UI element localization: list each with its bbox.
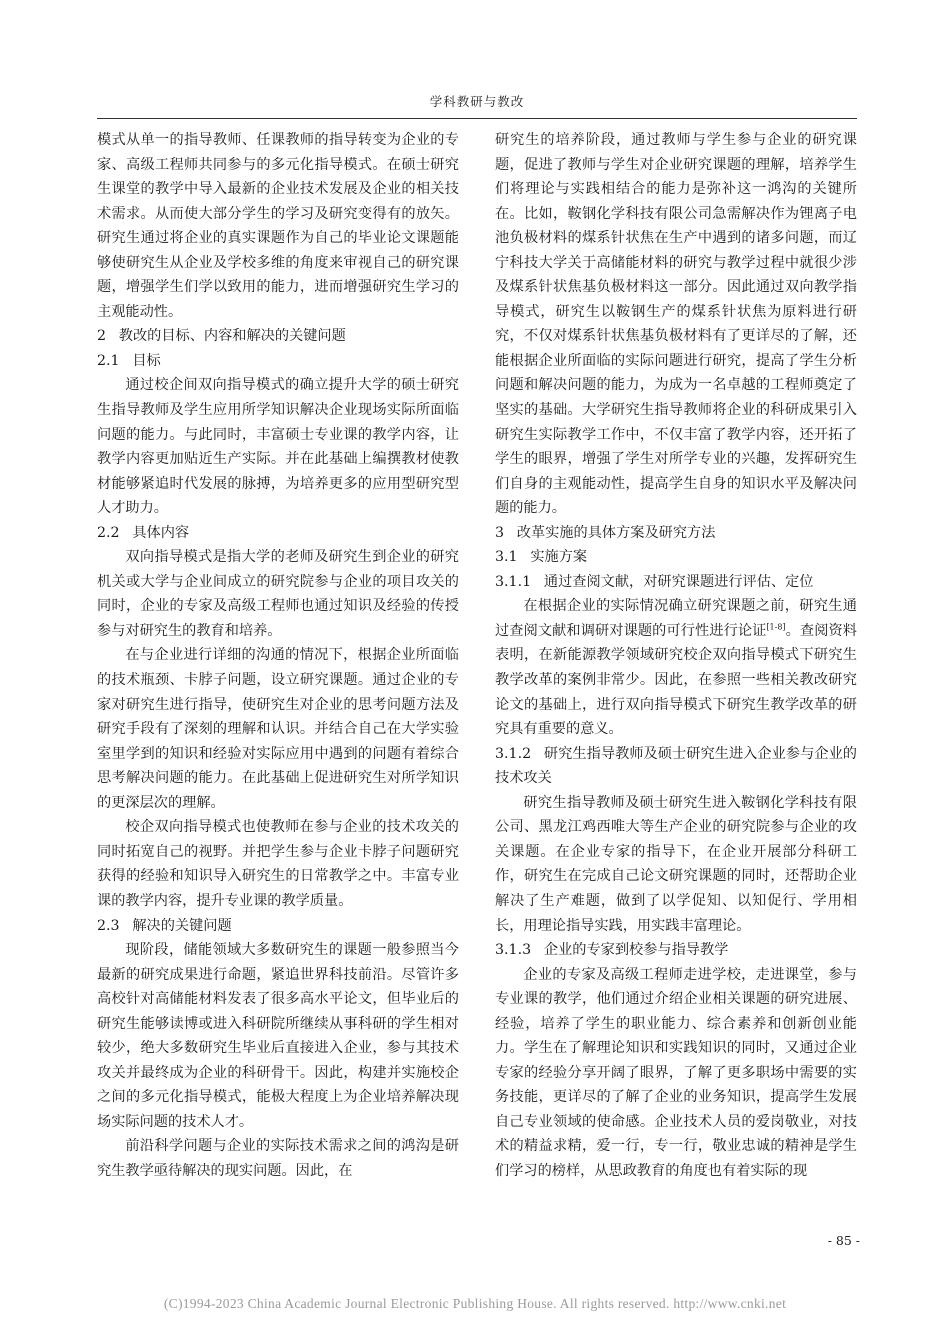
section-title: 目标 (132, 352, 161, 369)
copyright-footer: (C)1994-2023 China Academic Journal Electronic Publishing House. All rights reserved. http://www.cnki.net (163, 1296, 787, 1311)
section-number: 3 (495, 524, 505, 541)
running-header: 学科教研与教改 (429, 94, 525, 109)
left-paragraph-1: 模式从单一的指导教师、任课教师的指导转变为企业的专家、高级工程师共同参与的多元化指导模式。在硕士研究生课堂的教学中导入最新的企业技术发展及企业的相关技术需求。从而使大部分学生的学习及研究变得有的放矢。研究生通过将企业的真实课题作为自己的毕业论文课题能够使研究生从企业及学校多维的角度来审视自己的研究课题，增强学生们学以致用的能力，进而增强研究生学习的主观能动性。 (97, 132, 459, 320)
right-paragraph-2 (495, 594, 857, 741)
left-paragraph-3: 双向指导模式是指大学的老师及研究生到企业的研究机关或大学与企业间成立的研究院参与企业的项目攻关的同时，企业的专家及高级工程师也通过知识及经验的传授参与对研究生的教育和培养。 (97, 549, 459, 639)
section-3-1-2-heading (495, 742, 857, 791)
section-number: 2.3 (97, 917, 120, 934)
paragraph-text: 。查阅资料表明，在新能源教学领域研究校企双向指导模式下研究生教学改革的案例非常少。因此，在参照一些相关教改研究论文的基础上，进行双向指导模式下研究生教学改革的研究具有重要的意义。 (495, 622, 857, 738)
section-3-1-1-heading (495, 570, 857, 595)
page-number: - 85 - (827, 1233, 860, 1248)
section-title: 具体内容 (132, 524, 190, 541)
section-number: 2 (97, 328, 107, 345)
right-column (495, 128, 857, 1184)
left-paragraph-7: 前沿科学问题与企业的实际技术需求之间的鸿沟是研究生教学亟待解决的现实问题。因此，在 (97, 1138, 459, 1179)
left-paragraph-6: 现阶段，储能领域大多数研究生的课题一般参照当今最新的研究成果进行命题，紧追世界科技前沿。尽管许多高校针对高储能材料发表了很多高水平论文，但毕业后的研究生能够读博或进入科研院所继续从事科研的学生相对较少，绝大多数研究生毕业后直接进入企业，参与其技术攻关并最终成为企业的科研骨干。因此，构建并实施校企之间的多元化指导模式，能极大程度上为企业培养解决现场实际问题的技术人才。 (97, 942, 459, 1130)
section-2-heading (97, 324, 459, 349)
section-number: 3.1.3 (495, 942, 532, 959)
section-number: 3.1 (495, 549, 518, 566)
section-title: 研究生指导教师及硕士研究生进入企业参与企业的技术攻关 (495, 745, 857, 787)
left-paragraph-2: 通过校企间双向指导模式的确立提升大学的硕士研究生指导教师及学生应用所学知识解决企业现场实际所面临问题的能力。与此同时，丰富硕士专业课的教学内容，让教学内容更加贴近生产实际。并在此基础上编撰教材使教材能够紧追时代发展的脉搏，为培养更多的应用型研究型人才助力。 (97, 377, 459, 517)
section-title: 教改的目标、内容和解决的关键问题 (118, 328, 346, 345)
right-paragraph-1: 研究生的培养阶段，通过教师与学生参与企业的研究课题，促进了教师与学生对企业研究课题的理解，培养学生们将理论与实践相结合的能力是弥补这一鸿沟的关键所在。比如，鞍钢化学科技有限公司急需解决作为锂离子电池负极材料的煤系针状焦在生产中遇到的诸多问题，而辽宁科技大学关于高储能材料的研究与教学过程中就很少涉及煤系针状焦基负极材料这一部分。因此通过双向教学指导模式，研究生以鞍钢生产的煤系针状焦为原料进行研究，不仅对煤系针状焦基负极材料有了更详尽的了解，还能根据企业所面临的实际问题进行研究，提高了学生分析问题和解决问题的能力，为成为一名卓越的工程师奠定了坚实的基础。大学研究生指导教师将企业的科研成果引入研究生实际教学工作中，不仅丰富了教学内容，还开拓了学生的眼界，增强了学生对所学专业的兴趣，发挥研究生们自身的主观能动性，提高学生自身的知识水平及解决问题的能力。 (495, 132, 857, 517)
right-paragraph-3: 研究生指导教师及硕士研究生进入鞍钢化学科技有限公司、黑龙江鸡西唯大等生产企业的研究院参与企业的攻关课题。在企业专家的指导下，在企业开展部分科研工作，研究生在完成自己论文研究课题的同时，还帮助企业解决了生产难题，做到了以学促知、以知促行、学用相长，用理论指导实践，用实践丰富理论。 (495, 794, 857, 934)
section-number: 3.1.2 (495, 745, 532, 762)
section-title: 改革实施的具体方案及研究方法 (516, 524, 716, 541)
section-number: 2.2 (97, 524, 120, 541)
section-3-heading (495, 521, 857, 546)
section-2-1-heading (97, 349, 459, 374)
section-title: 企业的专家到校参与指导教学 (543, 942, 729, 959)
section-2-3-heading (97, 914, 459, 939)
section-number: 2.1 (97, 352, 120, 369)
section-title: 解决的关键问题 (132, 917, 232, 934)
citation-ref: [1-8] (766, 622, 786, 632)
header-rule (97, 118, 857, 119)
left-column (97, 128, 459, 1184)
section-number: 3.1.1 (495, 573, 532, 590)
section-title: 实施方案 (530, 549, 588, 566)
left-paragraph-4: 在与企业进行详细的沟通的情况下，根据企业所面临的技术瓶颈、卡脖子问题，设立研究课题。通过企业的专家对研究生进行指导，使研究生对企业的思考问题方法及研究手段有了深刻的理解和认识。并结合自己在大学实验室里学到的知识和经验对实际应用中遇到的问题有着综合思考解决问题的能力。在此基础上促进研究生对所学知识的更深层次的理解。 (97, 647, 459, 811)
section-title: 通过查阅文献，对研究课题进行评估、定位 (543, 573, 814, 590)
section-3-1-heading (495, 545, 857, 570)
right-paragraph-4: 企业的专家及高级工程师走进学校，走进课堂，参与专业课的教学，他们通过介绍企业相关课题的研究进展、经验，培养了学生的职业能力、综合素养和创新创业能力。学生在了解理论知识和实践知识的同时，又通过企业专家的经验分享开阔了眼界，了解了更多职场中需要的实务技能，更详尽的了解了企业的业务知识，提高学生发展自己专业领域的使命感。企业技术人员的爱岗敬业，对技术的精益求精，爱一行，专一行，敬业忠诚的精神是学生们学习的榜样，从思政教育的角度也有着实际的现 (495, 966, 857, 1179)
paragraph-text: 在根据企业的实际情况确立研究课题之前，研究生通过查阅文献和调研对课题的可行性进行论证 (495, 598, 857, 639)
section-2-2-heading (97, 521, 459, 546)
section-3-1-3-heading (495, 938, 857, 963)
left-paragraph-5: 校企双向指导模式也使教师在参与企业的技术攻关的同时拓宽自己的视野。并把学生参与企业卡脖子问题研究获得的经验和知识导入研究生的日常教学之中。丰富专业课的教学内容，提升专业课的教学质量。 (97, 819, 459, 909)
